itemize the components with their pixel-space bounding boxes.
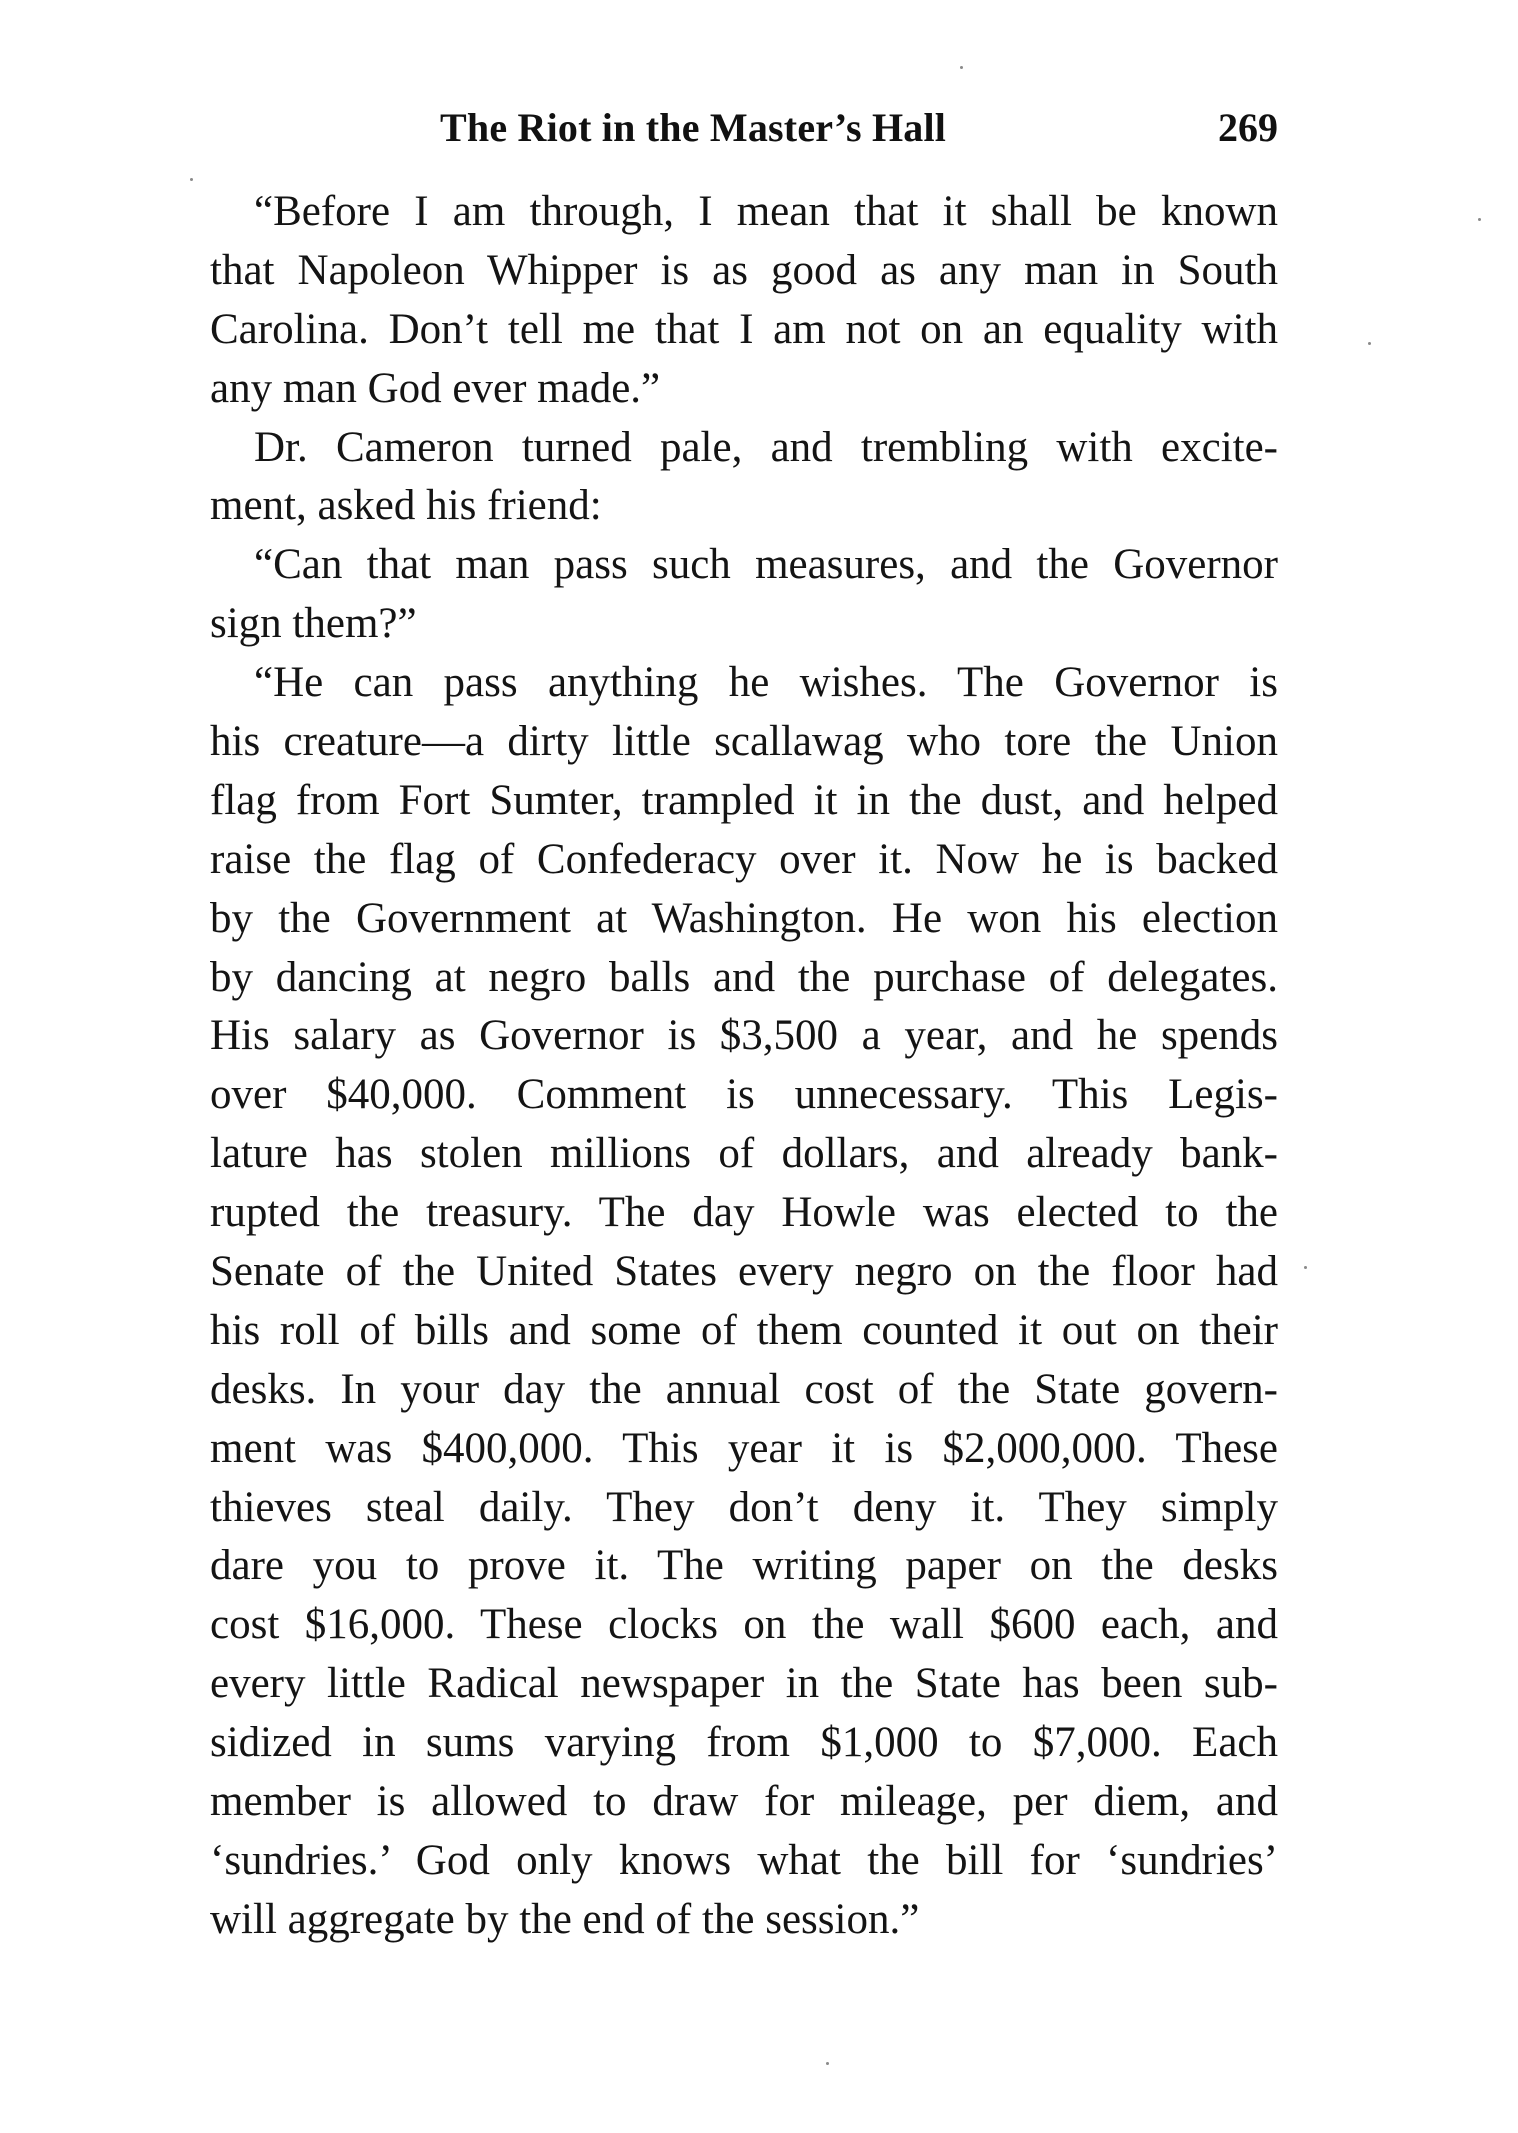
scan-speck: [1304, 1266, 1307, 1269]
text-line: Senate of the United States every negro on the floor had: [210, 1248, 1278, 1296]
scan-speck: [960, 66, 963, 69]
page-body: [210, 183, 1278, 1950]
running-head: [440, 104, 1278, 160]
text-line: lature has stolen millions of dollars, and already bank-: [210, 1130, 1278, 1178]
text-line: his creature—a dirty little scallawag who tore the Union: [210, 718, 1278, 766]
text-line: ‘sundries.’ God only knows what the bill for ‘sundries’: [210, 1836, 1278, 1884]
text-line: thieves steal daily. They don’t deny it. They simply: [210, 1483, 1278, 1531]
page-number: 269: [1218, 105, 1278, 150]
scan-speck: [190, 178, 193, 181]
text-line: desks. In your day the annual cost of the State govern-: [210, 1365, 1278, 1413]
text-line: Carolina. Don’t tell me that I am not on an equality with: [210, 305, 1278, 353]
text-line: sidized in sums varying from $1,000 to $7,000. Each: [210, 1719, 1278, 1767]
text-line: his roll of bills and some of them counted it out on their: [210, 1306, 1278, 1354]
text-line: dare you to prove it. The writing paper on the desks: [210, 1542, 1278, 1590]
text-line: “He can pass anything he wishes. The Governor is: [254, 659, 1278, 707]
text-line: Dr. Cameron turned pale, and trembling with excite-: [254, 423, 1278, 471]
text-line: sign them?”: [210, 600, 417, 648]
text-line: flag from Fort Sumter, trampled it in the dust, and helped: [210, 776, 1278, 824]
text-line: ment was $400,000. This year it is $2,000,000. These: [210, 1424, 1278, 1472]
text-line: rupted the treasury. The day Howle was elected to the: [210, 1189, 1278, 1237]
text-line: raise the flag of Confederacy over it. Now he is backed: [210, 835, 1278, 883]
text-line: by the Government at Washington. He won his election: [210, 894, 1278, 942]
text-line: member is allowed to draw for mileage, per diem, and: [210, 1778, 1278, 1826]
scan-speck: [1478, 218, 1481, 221]
scan-speck: [1368, 342, 1371, 345]
text-line: that Napoleon Whipper is as good as any man in South: [210, 246, 1278, 294]
text-line: will aggregate by the end of the session.”: [210, 1895, 920, 1943]
text-line: “Before I am through, I mean that it shall be known: [254, 188, 1278, 235]
text-line: over $40,000. Comment is unnecessary. This Legis-: [210, 1071, 1278, 1119]
text-line: by dancing at negro balls and the purchase of delegates.: [210, 953, 1278, 1001]
text-line: ment, asked his friend:: [210, 482, 602, 530]
text-line: cost $16,000. These clocks on the wall $600 each, and: [210, 1601, 1278, 1649]
text-line: any man God ever made.”: [210, 364, 661, 412]
text-line: His salary as Governor is $3,500 a year, and he spends: [210, 1012, 1278, 1060]
text-line: every little Radical newspaper in the State has been sub-: [210, 1660, 1278, 1708]
text-line: “Can that man pass such measures, and the Governor: [254, 541, 1278, 589]
chapter-title: The Riot in the Master’s Hall: [440, 105, 947, 150]
scan-speck: [826, 2062, 829, 2065]
